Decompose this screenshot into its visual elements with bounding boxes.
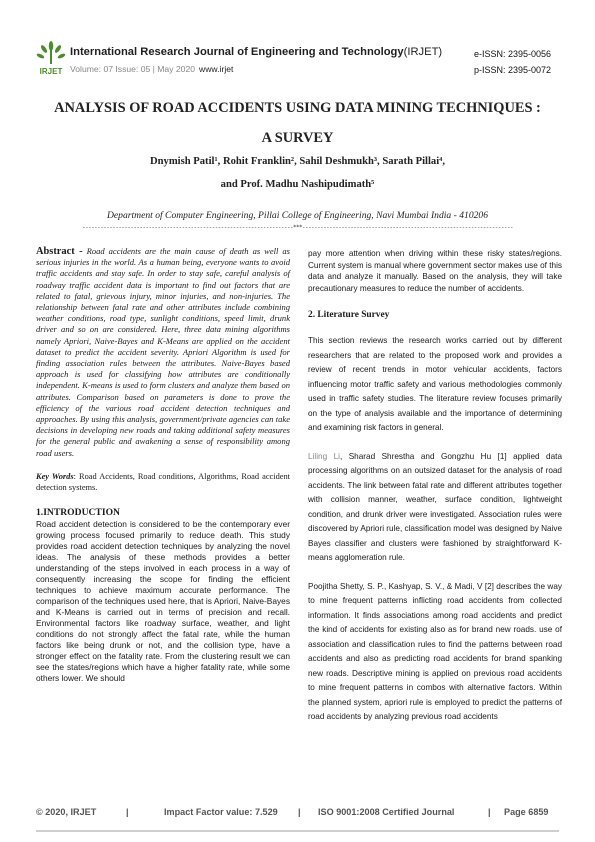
literature-paragraph-2 xyxy=(308,450,562,566)
right-column xyxy=(308,248,562,725)
left-column xyxy=(36,246,290,684)
footer-copyright: © 2020, IRJET xyxy=(36,807,97,817)
author-name-highlight: Liling Li xyxy=(308,451,340,461)
footer-impact-factor: Impact Factor value: 7.529 xyxy=(164,807,278,817)
abstract xyxy=(36,246,290,459)
volume-issue: Volume: 07 Issue: 05 | May 2020 xyxy=(70,64,196,74)
journal-url[interactable]: www.irjet xyxy=(199,64,234,74)
journal-abbr: (IRJET) xyxy=(403,46,443,58)
footer-divider: | xyxy=(488,807,491,817)
paper-title-line2: A SURVEY xyxy=(261,130,334,146)
literature-paragraph-2-text: , Sharad Shrestha and Gongzhu Hu [1] applied data processing algorithms on an outsized dataset for the analysis of road accidents. The link between fatal rate and different attributes together with collision manner, weather, surface condition, lightweight condition, and drunk driver were investigated. Association rules were discovered by Apriori rule, classification model was designed by Naive Bayes classifier and clusters were fashioned by straightforward K-means agglomeration rule. xyxy=(308,451,562,563)
journal-name-text: International Research Journal of Engineering and Technology xyxy=(70,46,404,58)
intro-continuation: pay more attention when driving within these risky states/regions. Current system is manual where government sector makes use of this data and analyze it manually. Based on the analysis, they will take precautionary measures to reduce the number of accidents. xyxy=(308,249,562,293)
literature-paragraph-1: This section reviews the research works carried out by different researchers that are related to the proposed work and provides a review of recent trends in motor vehicular accidents, factors influencing motor traffic safety and various methodologies commonly used in traffic safety studies. The literature review focuses primarily on the type of analysis available and the importance of determining and examining risk factors in general. xyxy=(308,336,562,433)
literature-paragraph-3: Poojitha Shetty, S. P., Kashyap, S. V., & Madi, V [2] describes the way to mine frequent patterns inflicting road accidents from collected information. It finds associations among road accidents and predict the kind of accidents for existing also as for brand new roads. use of association and classification rules to find the patterns between road accidents and also as predicting road accidents for brand spanking new roads. Descriptive mining is applied on previous road accidents to mine frequent patterns in combos with alternative factors. Within the planned system, apriori rule is employed to predict the patterns of road accidents by analyzing previous road accidents xyxy=(308,581,562,722)
section-separator: ----------------------------------------------------------------------***---------------------------------------------------------------------- xyxy=(82,224,513,231)
footer-iso: ISO 9001:2008 Certified Journal xyxy=(318,807,455,817)
volume-line xyxy=(70,64,233,74)
literature-survey-heading: 2. Literature Survey xyxy=(308,310,390,321)
affiliation: Department of Computer Engineering, Pillai College of Engineering, Navi Mumbai India - 410206 xyxy=(106,210,489,221)
keywords-text: : Road Accidents, Road conditions, Algorithms, Road accident detection systems. xyxy=(36,471,290,492)
footer-divider: | xyxy=(298,807,301,817)
intro-text: Road accident detection is considered to be the contemporary ever growing process focused primarily to reduce death. This study provides road accident detection techniques by analyzing the novel ideas. The analysis of these methods provides a better understanding of the steps involved in each process in a way of consequently increasing the scope for finding the efficient techniques to achieve maximum accurate performance. The comparison of the techniques used here, that is Apriori, Naive-Bayes and K-Means is carried out in terms of precision and recall. Environmental factors like roadway surface, weather, and light conditions do not strongly affect the fatal rate, while the human factors like being drunk or not, and the collision type, have a stronger effect on the fatality rate. From the clustering result we can see the states/regions which have a higher fatality rate, while some others lower. We should xyxy=(36,518,290,683)
journal-name xyxy=(70,46,442,58)
abstract-text: Road accidents are the main cause of death as well as serious injuries in the world. As a human being, everyone wants to avoid traffic accidents and stay safe. In order to stay safe, careful analysis of roadway traffic accident data is important to find out factors that are related to fatal, grievous injury, minor injuries, and non-injuries. The relationship between fatal rate and other attributes include combining weather conditions, road type, sunlight conditions, speed limit, drunk driver and so on are considered. Here, three data mining algorithms namely Apriori, Naive-Bayes and K-Means are applied on the accident dataset to predict the accident severity. Apriori Algorithm is used for finding association rules between the attributes. Naive-Bayes based approach is used for classifying how attributes are conditionally independent. K-means is used to form clusters and analyze them based on attributes. Comparison based on parameters is done to prove the efficiency of the various road accident detection techniques and approaches. By using this analysis, government/private agencies can take decisions in developing new roads and taking additional safety measures for the general public and awakening a sense of responsibility among road users. xyxy=(36,246,290,458)
authors-line1: Dnymish Patil¹, Rohit Franklin², Sahil Deshmukh³, Sarath Pillai⁴, xyxy=(150,156,445,167)
authors-line2: and Prof. Madhu Nashipudimath⁵ xyxy=(220,179,375,190)
paper-title-line1: ANALYSIS OF ROAD ACCIDENTS USING DATA MINING TECHNIQUES : xyxy=(54,100,541,116)
logo-text: IRJET xyxy=(39,67,63,76)
abstract-label: Abstract - xyxy=(36,246,83,257)
p-issn: p-ISSN: 2395-0072 xyxy=(473,65,551,75)
keywords-label: Key Words xyxy=(36,471,74,481)
e-issn: e-ISSN: 2395-0056 xyxy=(473,49,551,59)
footer-rule xyxy=(36,830,559,832)
intro-heading: 1.INTRODUCTION xyxy=(36,506,120,518)
footer-page-number: Page 6859 xyxy=(504,807,549,817)
journal-logo xyxy=(36,40,66,76)
keywords xyxy=(36,471,290,493)
footer-divider: | xyxy=(126,807,129,817)
